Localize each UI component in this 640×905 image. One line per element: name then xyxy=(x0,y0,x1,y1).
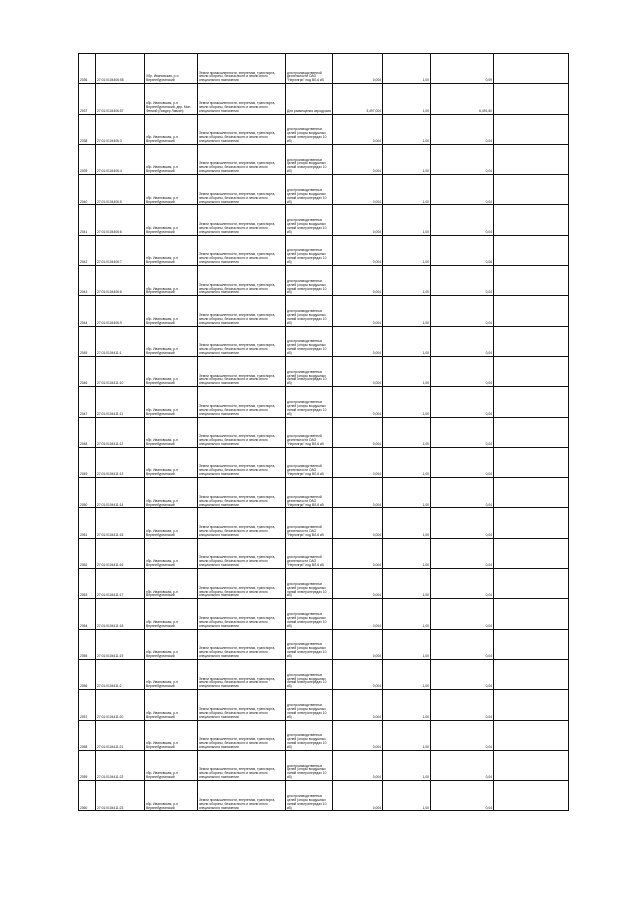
table-row xyxy=(79,144,569,174)
row-number: 2057 xyxy=(79,690,96,720)
area-value: 0,004 xyxy=(333,356,383,386)
empty-cell xyxy=(494,114,569,144)
land-category: Земли промышленности, энергетики, транспорта, земли обороны, безопасности и земли иного специального назначения xyxy=(198,205,286,235)
table-row xyxy=(79,781,569,811)
coefficient-value: 1,00 xyxy=(383,235,431,265)
permitted-use: для производственных целей (опоры воздушных линий электропередач 10 кВ) xyxy=(286,569,333,599)
permitted-use: для производственных целей (опоры воздушных линий электропередач 10 кВ) xyxy=(286,387,333,417)
row-number: 2049 xyxy=(79,447,96,477)
area-value: 0,004 xyxy=(333,417,383,447)
location: хбр. Ивановская, р-н Верхнебуреинский xyxy=(145,750,198,780)
land-category: Земли промышленности, энергетики, транспорта, земли обороны, безопасности и земли иного специального назначения xyxy=(198,296,286,326)
permitted-use: для производственных целей (опоры воздушных линий электропередач 10 кВ) xyxy=(286,326,333,356)
cadastral-number: 27:01:0104411:12 xyxy=(96,417,145,447)
cadastral-number: 27:01:0104411:21 xyxy=(96,720,145,750)
location: хбр. Ивановская, р-н Верхнебуреинский xyxy=(145,356,198,386)
land-category: Земли промышленности, энергетики, транспорта, земли обороны, безопасности и земли иного специального назначения xyxy=(198,175,286,205)
land-category: Земли промышленности, энергетики, транспорта, земли обороны, безопасности и земли иного специального назначения xyxy=(198,114,286,144)
amount-value: 0,04 xyxy=(431,266,494,296)
permitted-use: Для размещения аэродрома xyxy=(286,84,333,114)
empty-cell xyxy=(494,296,569,326)
coefficient-value: 1,00 xyxy=(383,387,431,417)
permitted-use: для производственной деятельности ОАО "Нерюнгри" под ВЛ-6 кВ xyxy=(286,538,333,568)
land-category: Земли промышленности, энергетики, транспорта, земли обороны, безопасности и земли иного специального назначения xyxy=(198,659,286,689)
coefficient-value: 1,00 xyxy=(383,54,431,84)
location: хбр. Ивановская, р-н Верхнебуреинский xyxy=(145,720,198,750)
amount-value: 0,04 xyxy=(431,175,494,205)
area-value: 0,004 xyxy=(333,750,383,780)
empty-cell xyxy=(494,417,569,447)
area-value: 0,004 xyxy=(333,720,383,750)
cadastral-number: 27:01:0104411:17 xyxy=(96,569,145,599)
coefficient-value: 1,00 xyxy=(383,266,431,296)
amount-value: 0,04 xyxy=(431,690,494,720)
location: Хбр. Ивановская, р-н Верхнебуреинский xyxy=(145,54,198,84)
land-plots-table xyxy=(78,53,569,811)
permitted-use: для производственных целей (опоры воздушных линий электропередач 10 кВ) xyxy=(286,356,333,386)
location: хбр. Ивановская, р-н Верхнебуреинский xyxy=(145,144,198,174)
cadastral-number: 27:01:0104406:7 xyxy=(96,235,145,265)
amount-value: 0,04 xyxy=(431,538,494,568)
row-number: 2039 xyxy=(79,144,96,174)
empty-cell xyxy=(494,387,569,417)
amount-value: 0,04 xyxy=(431,326,494,356)
coefficient-value: 1,00 xyxy=(383,781,431,811)
land-category: Земли промышленности, энергетики, транспорта, земли обороны, безопасности и земли иного специального назначения xyxy=(198,629,286,659)
coefficient-value: 1,00 xyxy=(383,629,431,659)
row-number: 2045 xyxy=(79,326,96,356)
cadastral-number: 27:01:0104406:6 xyxy=(96,205,145,235)
empty-cell xyxy=(494,266,569,296)
permitted-use: для производственных целей (опоры воздушных линий электропередач 10 кВ) xyxy=(286,205,333,235)
row-number: 2047 xyxy=(79,387,96,417)
cadastral-number: 27:01:0104411:14 xyxy=(96,478,145,508)
table-row xyxy=(79,175,569,205)
permitted-use: для производственных целей (опоры воздушных линий электропередач 10 кВ) xyxy=(286,235,333,265)
coefficient-value: 1,00 xyxy=(383,447,431,477)
coefficient-value: 1,00 xyxy=(383,417,431,447)
cadastral-number: 27:01:0104411:10 xyxy=(96,356,145,386)
amount-value: 0,04 xyxy=(431,599,494,629)
permitted-use: для производственной деятельности ОАО "Нерюнгри" под ВЛ-6 кВ xyxy=(286,478,333,508)
coefficient-value: 1,00 xyxy=(383,356,431,386)
amount-value: 0,04 xyxy=(431,781,494,811)
cadastral-number: 27:01:0104411:23 xyxy=(96,781,145,811)
permitted-use: для производственных целей (опоры воздушных линий электропередач 10 кВ) xyxy=(286,296,333,326)
empty-cell xyxy=(494,599,569,629)
empty-cell xyxy=(494,750,569,780)
table-row xyxy=(79,417,569,447)
amount-value: 0,04 xyxy=(431,750,494,780)
coefficient-value: 1,00 xyxy=(383,478,431,508)
area-value: 0,004 xyxy=(333,114,383,144)
table-row xyxy=(79,326,569,356)
cadastral-number: 27:01:0104406:58 xyxy=(96,54,145,84)
permitted-use: для производственных целей (опоры воздушных линий электропередач 10 кВ) xyxy=(286,266,333,296)
row-number: 2051 xyxy=(79,508,96,538)
area-value: 0,004 xyxy=(333,569,383,599)
table-row xyxy=(79,296,569,326)
land-category: Земли промышленности, энергетики, транспорта, земли обороны, безопасности и земли иного специального назначения xyxy=(198,54,286,84)
land-category: Земли промышленности, энергетики, транспорта, земли обороны, безопасности и земли иного специального назначения xyxy=(198,690,286,720)
amount-value: 0,04 xyxy=(431,144,494,174)
cadastral-number: 27:01:0104411:18 xyxy=(96,599,145,629)
land-category: Земли промышленности, энергетики, транспорта, земли обороны, безопасности и земли иного специального назначения xyxy=(198,266,286,296)
cadastral-number: 27:01:0104406:3 xyxy=(96,114,145,144)
permitted-use: для производственной деятельности ОАО "Нерюнгри" под ВЛ-6 кВ xyxy=(286,54,333,84)
row-number: 2056 xyxy=(79,659,96,689)
cadastral-number: 27:01:0104411:2 xyxy=(96,659,145,689)
location: хбр. Ивановская, р-н Верхнебуреинский xyxy=(145,599,198,629)
location: хбр. Ивановская, р-н Верхнебуреинский xyxy=(145,114,198,144)
location: хбр. Ивановская, р-н Верхнебуреинский xyxy=(145,690,198,720)
table-row xyxy=(79,508,569,538)
table-row xyxy=(79,478,569,508)
location: хбр. Ивановская, р-н Верхнебуреинский xyxy=(145,205,198,235)
land-category: Земли промышленности, энергетики, транспорта, земли обороны, безопасности и земли иного специального назначения xyxy=(198,508,286,538)
area-value: 0,004 xyxy=(333,690,383,720)
cadastral-number: 27:01:0104411:22 xyxy=(96,750,145,780)
table-row xyxy=(79,387,569,417)
area-value: 0,004 xyxy=(333,478,383,508)
land-category: Земли промышленности, энергетики, транспорта, земли обороны, безопасности и земли иного специального назначения xyxy=(198,387,286,417)
cadastral-number: 27:01:0104406:9 xyxy=(96,296,145,326)
table-row xyxy=(79,84,569,114)
coefficient-value: 1,00 xyxy=(383,690,431,720)
coefficient-value: 1,00 xyxy=(383,175,431,205)
cadastral-number: 27:01:0104411:16 xyxy=(96,538,145,568)
empty-cell xyxy=(494,235,569,265)
amount-value: 0,04 xyxy=(431,356,494,386)
permitted-use: для производственных целей (опоры воздушных линий электропередач 10 кВ) xyxy=(286,175,333,205)
empty-cell xyxy=(494,720,569,750)
area-value: 0,004 xyxy=(333,266,383,296)
coefficient-value: 1,00 xyxy=(383,144,431,174)
row-number: 2059 xyxy=(79,750,96,780)
row-number: 2036 xyxy=(79,54,96,84)
table-body xyxy=(79,54,569,811)
area-value: 0,004 xyxy=(333,205,383,235)
coefficient-value: 1,00 xyxy=(383,659,431,689)
area-value: 0,004 xyxy=(333,538,383,568)
area-value: 0,004 xyxy=(333,781,383,811)
table-row xyxy=(79,569,569,599)
table-row xyxy=(79,447,569,477)
empty-cell xyxy=(494,629,569,659)
location: хбр. Ивановская, р-н Верхнебуреинский xyxy=(145,659,198,689)
empty-cell xyxy=(494,781,569,811)
coefficient-value: 1,00 xyxy=(383,296,431,326)
row-number: 2058 xyxy=(79,720,96,750)
amount-value: 0,04 xyxy=(431,659,494,689)
row-number: 2048 xyxy=(79,417,96,447)
amount-value: 0,04 xyxy=(431,387,494,417)
document-page xyxy=(78,53,568,811)
amount-value: 0,04 xyxy=(431,478,494,508)
area-value: 0,004 xyxy=(333,629,383,659)
table-row xyxy=(79,750,569,780)
location: хбр. Ивановская, р-н Верхнебуреинский xyxy=(145,447,198,477)
coefficient-value: 1,00 xyxy=(383,720,431,750)
amount-value: 6,491,60 xyxy=(431,84,494,114)
row-number: 2055 xyxy=(79,629,96,659)
land-category: Земли промышленности, энергетики, транспорта, земли обороны, безопасности и земли иного специального назначения xyxy=(198,781,286,811)
land-category: Земли промышленности, энергетики, транспорта, земли обороны, безопасности и земли иного специального назначения xyxy=(198,569,286,599)
coefficient-value: 1,00 xyxy=(383,538,431,568)
amount-value: 0,06 xyxy=(431,235,494,265)
table-row xyxy=(79,629,569,659)
location: хбр. Ивановская, р-н Верхнебуреинский xyxy=(145,175,198,205)
area-value: 0,004 xyxy=(333,508,383,538)
area-value: 0,004 xyxy=(333,54,383,84)
cadastral-number: 27:01:0104406:57 xyxy=(96,84,145,114)
amount-value: 0,09 xyxy=(431,54,494,84)
land-category: Земли промышленности, энергетики, транспорта, земли обороны, безопасности и земли иного специального назначения xyxy=(198,720,286,750)
permitted-use: для производственных целей (опоры воздушных линий электропередач 10 кВ) xyxy=(286,750,333,780)
row-number: 2046 xyxy=(79,356,96,386)
amount-value: 0,04 xyxy=(431,114,494,144)
permitted-use: для производственных целей (опоры воздушных линий электропередач 10 кВ) xyxy=(286,599,333,629)
table-row xyxy=(79,720,569,750)
empty-cell xyxy=(494,84,569,114)
permitted-use: для производственных целей (опоры воздушных линий электропередач 10 кВ) xyxy=(286,720,333,750)
area-value: 0,004 xyxy=(333,235,383,265)
land-category: Земли промышленности, энергетики, транспорта, земли обороны, безопасности и земли иного специального назначения xyxy=(198,235,286,265)
row-number: 2044 xyxy=(79,296,96,326)
location: хбр. Ивановская, р-н Верхнебуреинский xyxy=(145,417,198,447)
row-number: 2052 xyxy=(79,538,96,568)
table-row xyxy=(79,266,569,296)
area-value: 0,004 xyxy=(333,175,383,205)
row-number: 2038 xyxy=(79,114,96,144)
empty-cell xyxy=(494,175,569,205)
amount-value: 0,04 xyxy=(431,629,494,659)
row-number: 2041 xyxy=(79,205,96,235)
land-category: Земли промышленности, энергетики, транспорта, земли обороны, безопасности и земли иного специального назначения xyxy=(198,599,286,629)
row-number: 2042 xyxy=(79,235,96,265)
amount-value: 0,04 xyxy=(431,720,494,750)
empty-cell xyxy=(494,144,569,174)
cadastral-number: 27:01:0104411:20 xyxy=(96,690,145,720)
area-value: 0,004 xyxy=(333,387,383,417)
row-number: 2060 xyxy=(79,781,96,811)
empty-cell xyxy=(494,356,569,386)
table-row xyxy=(79,54,569,84)
area-value: 0,004 xyxy=(333,447,383,477)
amount-value: 0,04 xyxy=(431,417,494,447)
table-row xyxy=(79,538,569,568)
location: хбр. Ивановская, р-н Верхнебуреинский xyxy=(145,235,198,265)
permitted-use: для производственной деятельности ОАО "Нерюнгри" под ВЛ-6 кВ xyxy=(286,447,333,477)
permitted-use: для производственных целей (опоры воздушных линий электропередач 10 кВ) xyxy=(286,690,333,720)
empty-cell xyxy=(494,326,569,356)
cadastral-number: 27:01:0104406:5 xyxy=(96,175,145,205)
permitted-use: для производственных целей (опоры воздушных линий электропередач 10 кВ) xyxy=(286,114,333,144)
area-value: 0,004 xyxy=(333,326,383,356)
location: хбр. Ивановская, р-н Верхнебуреинский xyxy=(145,508,198,538)
empty-cell xyxy=(494,508,569,538)
table-row xyxy=(79,690,569,720)
empty-cell xyxy=(494,538,569,568)
permitted-use: для производственной деятельности ОАО "Нерюнгри" под ВЛ-6 кВ xyxy=(286,508,333,538)
amount-value: 0,04 xyxy=(431,296,494,326)
coefficient-value: 1,00 xyxy=(383,599,431,629)
location: хбр. Ивановская, р-н Верхнебуреинский xyxy=(145,296,198,326)
land-category: Земли промышленности, энергетики, транспорта, земли обороны, безопасности и земли иного специального назначения xyxy=(198,417,286,447)
empty-cell xyxy=(494,478,569,508)
table-row xyxy=(79,659,569,689)
location: хбр. Ивановская, р-н Верхнебуреинский xyxy=(145,326,198,356)
permitted-use: для производственных целей (опоры воздушных линий электропередач 10 кВ) xyxy=(286,144,333,174)
area-value: 0,004 xyxy=(333,659,383,689)
location: хбр. Ивановская, р-н Верхнебуреинский xyxy=(145,266,198,296)
coefficient-value: 1,00 xyxy=(383,326,431,356)
permitted-use: для производственных целей (опоры воздушных линий электропередач 10 кВ) xyxy=(286,659,333,689)
location: хбр. Ивановская, р-н Верхнебуреинский, дер. Мон-Фенкий (Ливдер Ливкин) xyxy=(145,84,198,114)
location: хбр. Ивановская, р-н Верхнебуреинский xyxy=(145,569,198,599)
area-value: 0,004 xyxy=(333,296,383,326)
table-row xyxy=(79,205,569,235)
empty-cell xyxy=(494,447,569,477)
land-category: Земли промышленности, энергетики, транспорта, земли обороны, безопасности и земли иного специального назначения xyxy=(198,356,286,386)
location: хбр. Ивановская, р-н Верхнебуреинский xyxy=(145,387,198,417)
row-number: 2037 xyxy=(79,84,96,114)
land-category: Земли промышленности, энергетики, транспорта, земли обороны, безопасности и земли иного специального назначения xyxy=(198,326,286,356)
row-number: 2043 xyxy=(79,266,96,296)
cadastral-number: 27:01:0104411:11 xyxy=(96,387,145,417)
cadastral-number: 27:01:0104411:1 xyxy=(96,326,145,356)
row-number: 2053 xyxy=(79,569,96,599)
permitted-use: для производственной деятельности ОАО "Нерюнгри" под ВЛ-6 кВ xyxy=(286,417,333,447)
area-value: 0,004 xyxy=(333,599,383,629)
coefficient-value: 1,00 xyxy=(383,84,431,114)
amount-value: 0,04 xyxy=(431,205,494,235)
coefficient-value: 1,00 xyxy=(383,205,431,235)
empty-cell xyxy=(494,659,569,689)
cadastral-number: 27:01:0104406:4 xyxy=(96,144,145,174)
table-row xyxy=(79,599,569,629)
table-row xyxy=(79,356,569,386)
empty-cell xyxy=(494,569,569,599)
permitted-use: для производственных целей (опоры воздушных линий электропередач 10 кВ) xyxy=(286,629,333,659)
row-number: 2040 xyxy=(79,175,96,205)
location: хбр. Ивановская, р-н Верхнебуреинский xyxy=(145,629,198,659)
land-category: Земли промышленности, энергетики, транспорта, земли обороны, безопасности и земли иного специального назначения xyxy=(198,84,286,114)
coefficient-value: 1,00 xyxy=(383,750,431,780)
amount-value: 0,04 xyxy=(431,447,494,477)
cadastral-number: 27:01:0104411:19 xyxy=(96,629,145,659)
empty-cell xyxy=(494,54,569,84)
coefficient-value: 1,00 xyxy=(383,114,431,144)
empty-cell xyxy=(494,205,569,235)
cadastral-number: 27:01:0104406:8 xyxy=(96,266,145,296)
amount-value: 0,04 xyxy=(431,569,494,599)
coefficient-value: 1,00 xyxy=(383,569,431,599)
table-row xyxy=(79,114,569,144)
land-category: Земли промышленности, энергетики, транспорта, земли обороны, безопасности и земли иного специального назначения xyxy=(198,750,286,780)
land-category: Земли промышленности, энергетики, транспорта, земли обороны, безопасности и земли иного специального назначения xyxy=(198,478,286,508)
area-value: 3,497,004 xyxy=(333,84,383,114)
location: хбр. Ивановская, р-н Верхнебуреинский xyxy=(145,478,198,508)
table-row xyxy=(79,235,569,265)
row-number: 2050 xyxy=(79,478,96,508)
permitted-use: для производственных целей (опоры воздушных линий электропередач 10 кВ) xyxy=(286,781,333,811)
land-category: Земли промышленности, энергетики, транспорта, земли обороны, безопасности и земли иного специального назначения xyxy=(198,538,286,568)
location: хбр. Ивановская, р-н Верхнебуреинский xyxy=(145,538,198,568)
cadastral-number: 27:01:0104411:13 xyxy=(96,447,145,477)
location: хбр. Ивановская, р-н Верхнебуреинский xyxy=(145,781,198,811)
area-value: 0,004 xyxy=(333,144,383,174)
land-category: Земли промышленности, энергетики, транспорта, земли обороны, безопасности и земли иного специального назначения xyxy=(198,447,286,477)
coefficient-value: 1,00 xyxy=(383,508,431,538)
land-category: Земли промышленности, энергетики, транспорта, земли обороны, безопасности и земли иного специального назначения xyxy=(198,144,286,174)
row-number: 2054 xyxy=(79,599,96,629)
cadastral-number: 27:01:0104411:15 xyxy=(96,508,145,538)
amount-value: 0,04 xyxy=(431,508,494,538)
empty-cell xyxy=(494,690,569,720)
